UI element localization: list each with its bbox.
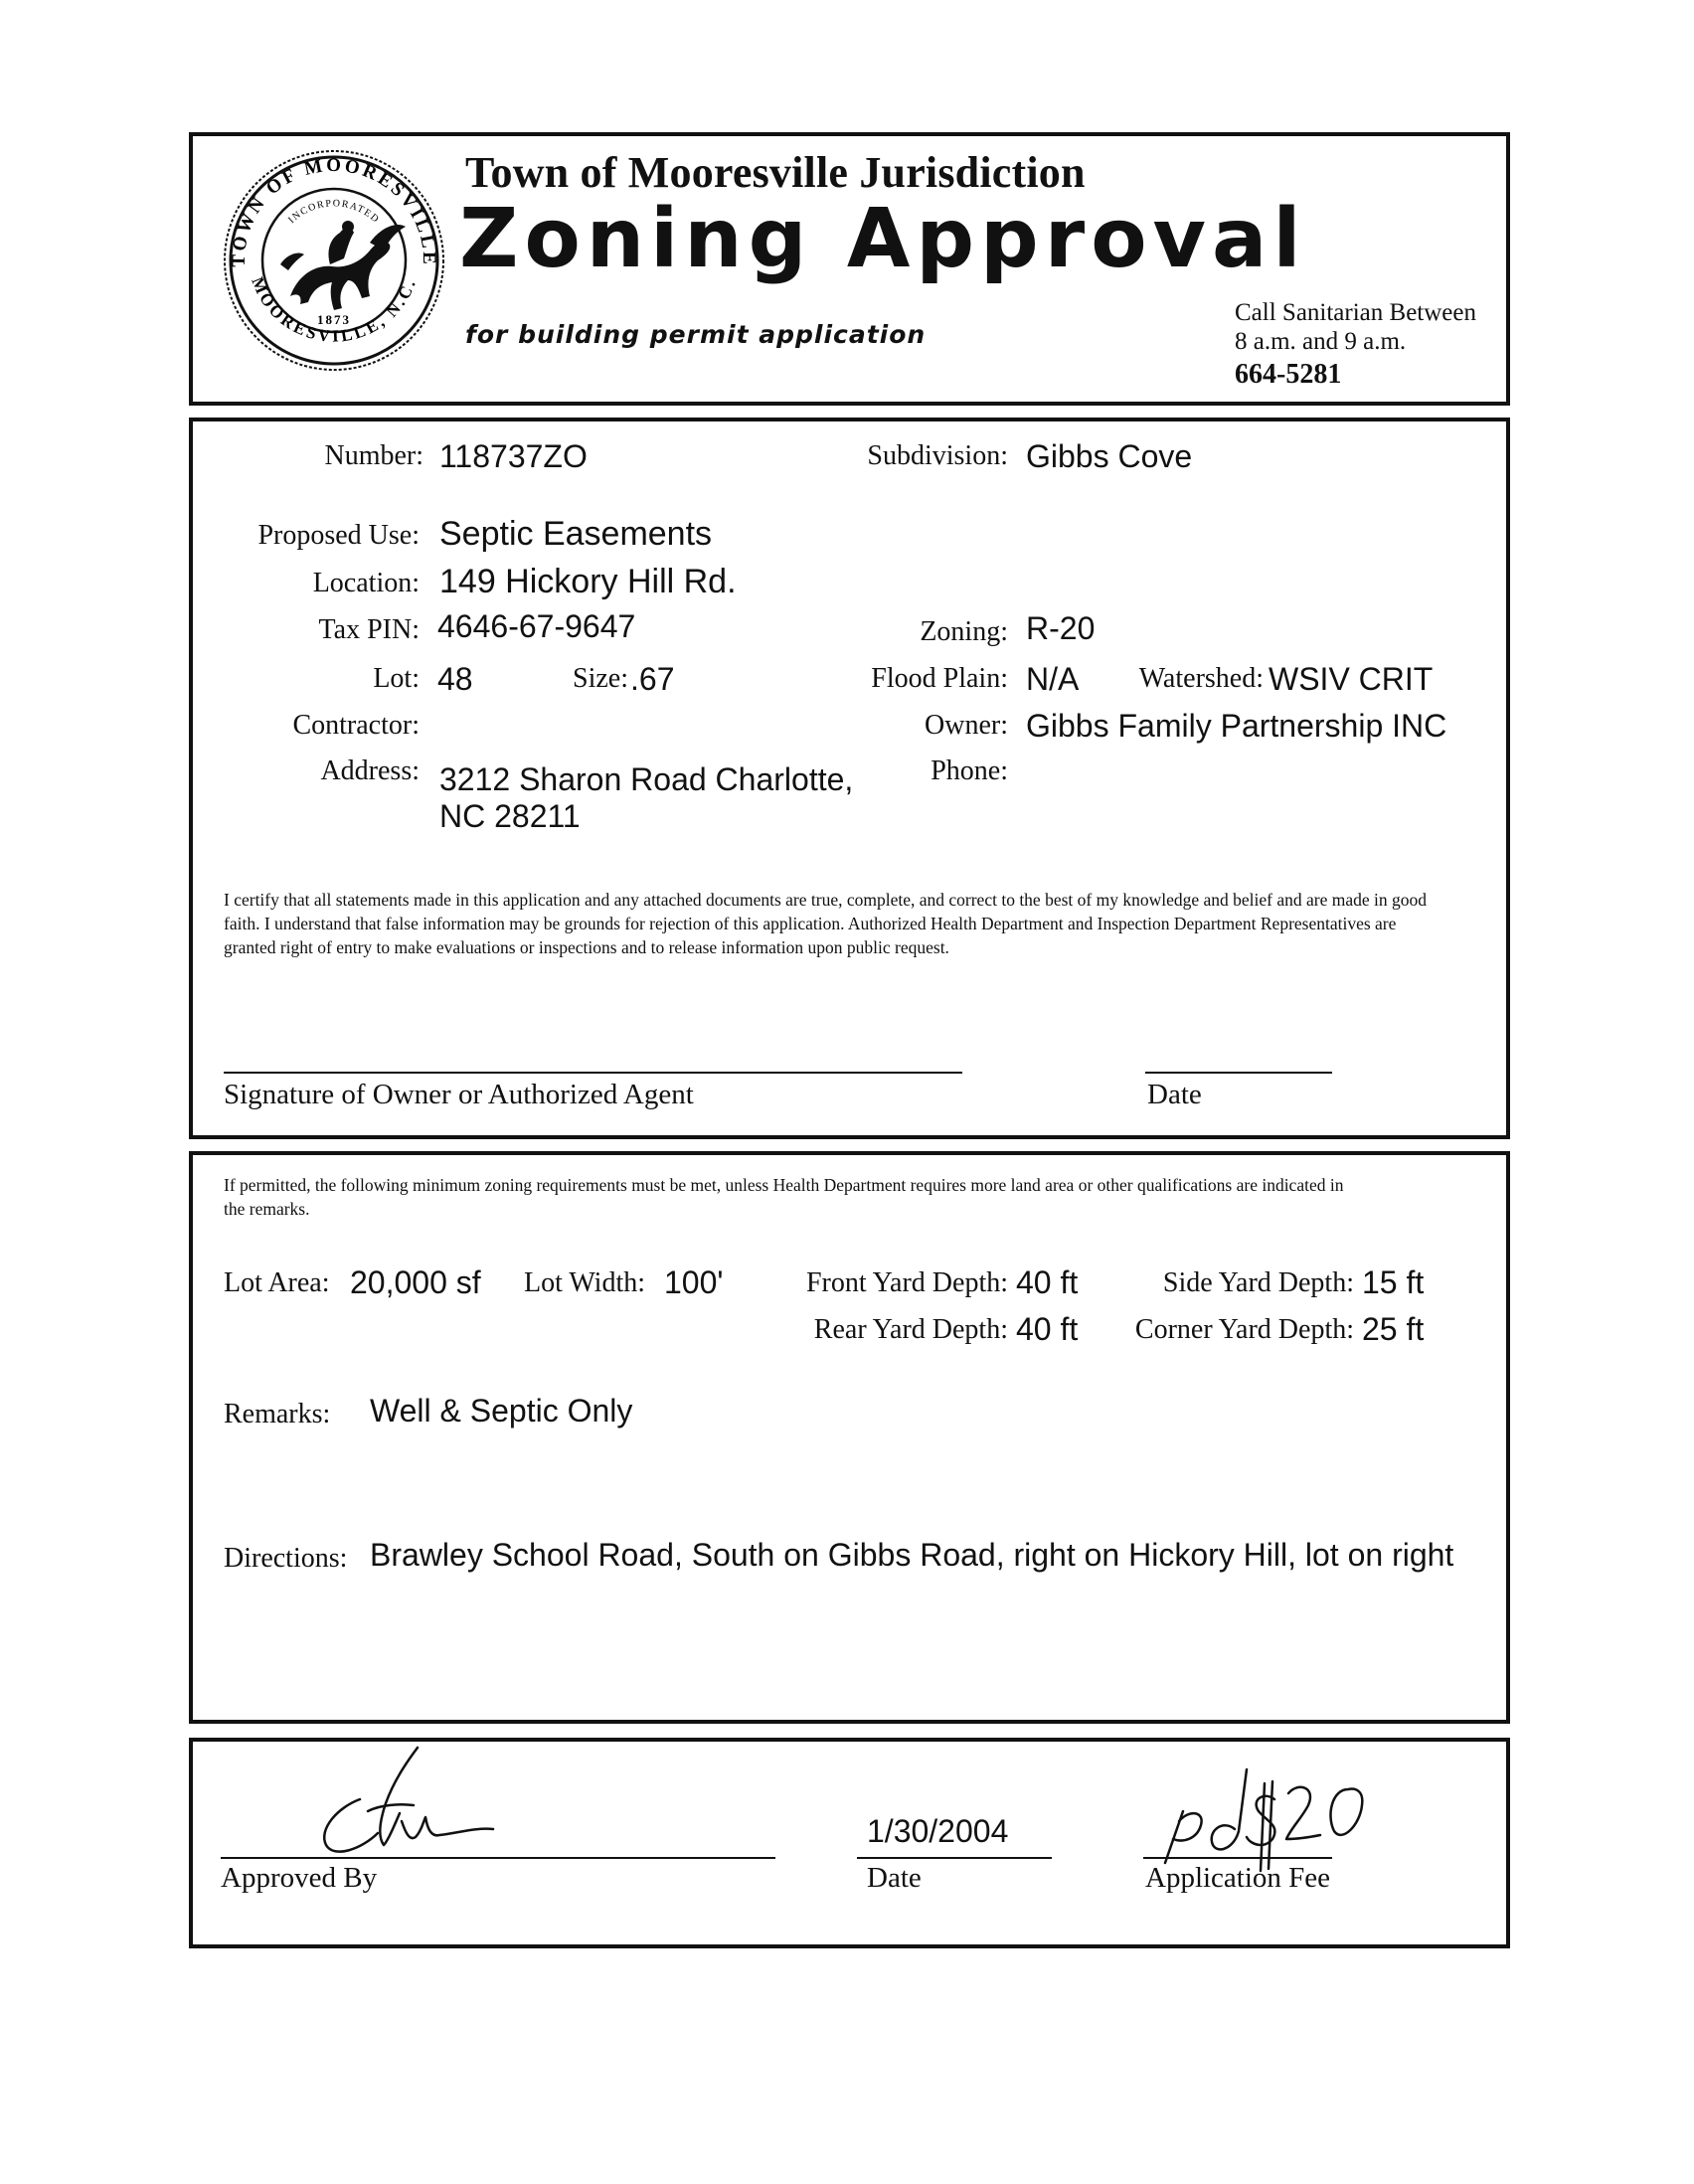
svg-text:1873: 1873 — [317, 312, 351, 327]
rear-yard-value: 40 ft — [1016, 1311, 1079, 1347]
lot-value: 48 — [437, 661, 473, 697]
lot-area-label: Lot Area: — [224, 1267, 330, 1298]
flood-plain-value: N/A — [1026, 661, 1080, 697]
number-value: 118737ZO — [439, 438, 588, 474]
form-title: Zoning Approval — [459, 192, 1307, 286]
approved-by-line — [221, 1857, 775, 1859]
proposed-use-value: Septic Easements — [439, 515, 713, 553]
owner-label: Owner: — [925, 710, 1008, 741]
owner-signature-line — [224, 1072, 962, 1074]
directions-value: Brawley School Road, South on Gibbs Road, right on Hickory Hill, lot on right — [370, 1537, 1454, 1573]
address-label: Address: — [320, 756, 420, 786]
lot-label: Lot: — [373, 663, 420, 694]
remarks-label: Remarks: — [224, 1399, 331, 1429]
svg-text:MOORESVILLE, N.C.: MOORESVILLE, N.C. — [248, 274, 421, 346]
address-line2: NC 28211 — [439, 798, 581, 834]
location-label: Location: — [312, 568, 420, 598]
subdivision-label: Subdivision: — [867, 440, 1008, 471]
owner-date-line — [1145, 1072, 1332, 1074]
corner-yard-value: 25 ft — [1362, 1311, 1425, 1347]
size-label: Size: — [573, 663, 628, 694]
town-seal-logo — [221, 147, 447, 374]
phone-label: Phone: — [931, 756, 1008, 786]
remarks-value: Well & Septic Only — [370, 1393, 633, 1428]
address-line1: 3212 Sharon Road Charlotte, — [439, 761, 854, 797]
subdivision-value: Gibbs Cove — [1026, 438, 1193, 474]
location-value: 149 Hickory Hill Rd. — [439, 563, 737, 600]
requirements-note: If permitted, the following minimum zoning requirements must be met, unless Health Department requires more land area or other qualifications are indicated in the remarks. — [224, 1175, 1344, 1219]
certification-statement: I certify that all statements made in this application and any attached documents are true, complete, and correct to the best of my knowledge and belief and are made in good faith. I understand that false information may be grounds for rejection of this application. Authorized Health Department and Inspection Department Representatives are granted right of entry to make evaluations or inspections and to release information upon public request. — [224, 890, 1427, 957]
zoning-requirements-box — [189, 1151, 1510, 1724]
form-subtitle: for building permit application — [465, 320, 927, 349]
contractor-label: Contractor: — [292, 710, 420, 741]
tax-pin-value: 4646-67-9647 — [437, 608, 636, 644]
proposed-use-label: Proposed Use: — [257, 520, 420, 551]
side-yard-label: Side Yard Depth: — [1162, 1267, 1354, 1298]
svg-text:INCORPORATED: INCORPORATED — [286, 198, 382, 227]
lot-width-value: 100' — [664, 1264, 724, 1300]
approved-by-label: Approved By — [221, 1862, 378, 1894]
flood-plain-label: Flood Plain: — [871, 663, 1008, 694]
approval-date-label: Date — [867, 1862, 922, 1894]
approver-signature — [298, 1742, 507, 1871]
approval-date-line — [857, 1857, 1052, 1859]
fee-label: Application Fee — [1145, 1862, 1331, 1894]
rear-yard-label: Rear Yard Depth: — [813, 1314, 1008, 1345]
corner-yard-label: Corner Yard Depth: — [1134, 1314, 1354, 1345]
zoning-label: Zoning: — [920, 616, 1008, 647]
call-hours-text: 8 a.m. and 9 a.m. — [1235, 328, 1407, 355]
front-yard-label: Front Yard Depth: — [805, 1267, 1008, 1298]
front-yard-value: 40 ft — [1016, 1264, 1079, 1300]
watershed-value: WSIV CRIT — [1269, 661, 1434, 697]
zoning-value: R-20 — [1026, 610, 1096, 646]
side-yard-value: 15 ft — [1362, 1264, 1425, 1300]
watershed-label: Watershed: — [1138, 663, 1264, 694]
owner-date-label: Date — [1147, 1079, 1202, 1110]
svg-text:TOWN OF MOORESVILLE: TOWN OF MOORESVILLE — [228, 154, 440, 267]
lot-area-value: 20,000 sf — [350, 1264, 481, 1300]
town-title: Town of Mooresville Jurisdiction — [465, 148, 1086, 197]
lot-width-label: Lot Width: — [524, 1267, 646, 1298]
directions-label: Directions: — [224, 1543, 348, 1574]
number-label: Number: — [324, 440, 424, 471]
size-value: .67 — [630, 661, 675, 697]
sanitarian-phone: 664-5281 — [1235, 359, 1342, 390]
approval-date-value: 1/30/2004 — [867, 1813, 1009, 1849]
fee-line — [1143, 1857, 1332, 1859]
owner-value: Gibbs Family Partnership INC — [1026, 708, 1447, 744]
tax-pin-label: Tax PIN: — [318, 614, 420, 645]
call-sanitarian-text: Call Sanitarian Between — [1235, 299, 1476, 326]
owner-signature-label: Signature of Owner or Authorized Agent — [224, 1079, 694, 1110]
